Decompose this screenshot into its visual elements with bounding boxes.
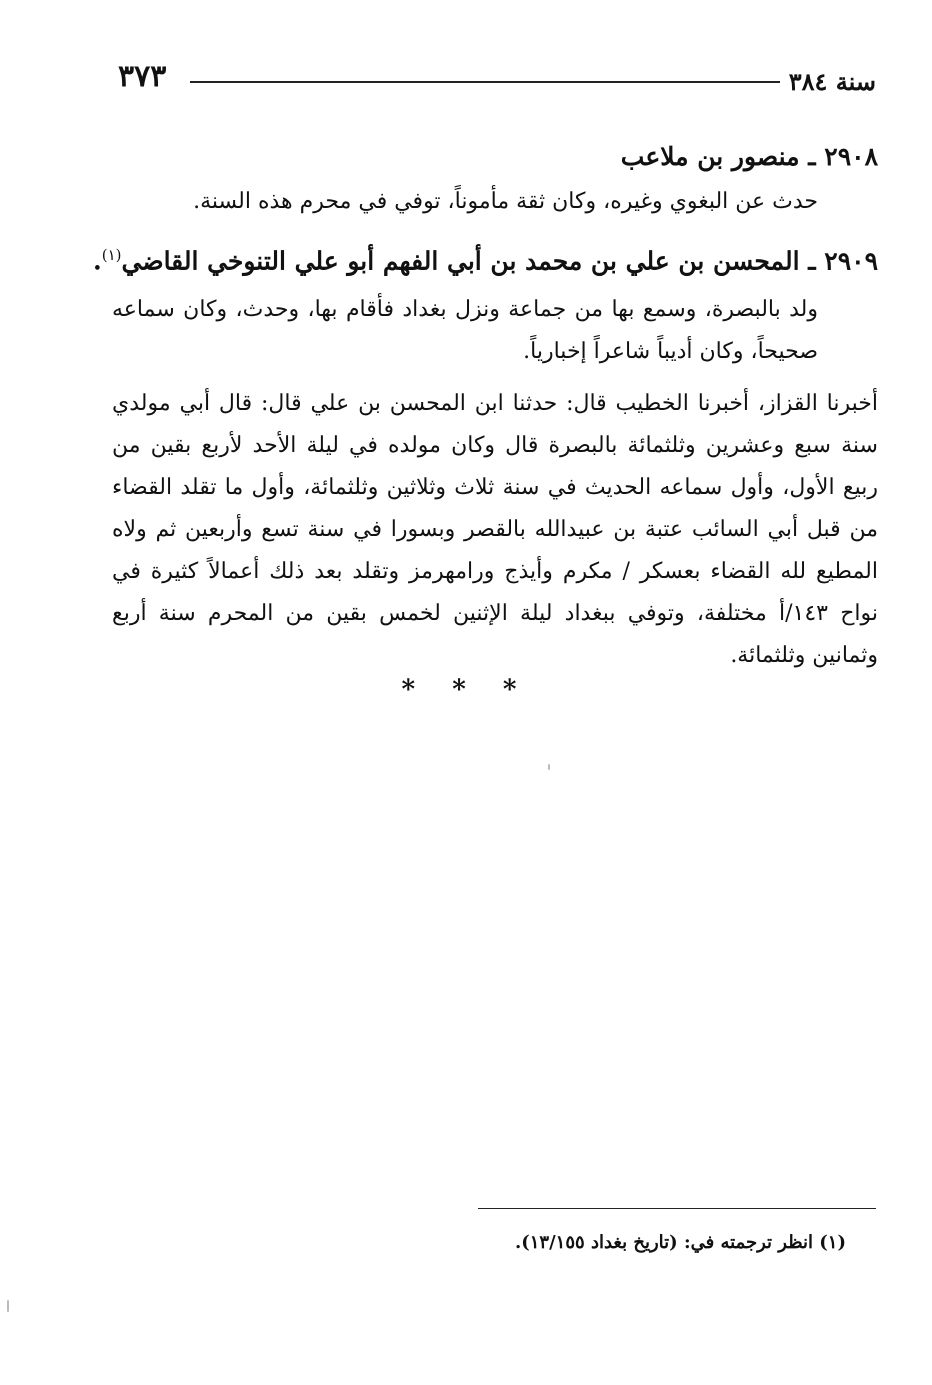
entry-text-2908: حدث عن البغوي وغيره، وكان ثقة مأموناً، توفي في محرم هذه السنة. <box>193 189 818 214</box>
entry-text-2909-birth: ولد بالبصرة، وسمع بها من جماعة ونزل بغداد فأقام بها، وحدث، وكان سماعه صحيحاً، وكان أديباً شاعراً إخبارياً. <box>112 297 818 365</box>
entry-title-2908: ٢٩٠٨ ـ منصور بن ملاعب <box>620 142 878 171</box>
entry-title-2909 <box>93 233 878 283</box>
running-header <box>118 60 876 100</box>
footnote-rule <box>478 1208 876 1209</box>
footnote-reference: (١) <box>101 246 122 264</box>
header-year-label: سنة ٣٨٤ <box>788 67 876 96</box>
main-text <box>93 135 878 687</box>
entry-title-2909-text: ٢٩٠٩ ـ المحسن بن علي بن محمد بن أبي الفهم أبو علي التنوخي القاضي <box>121 246 878 276</box>
header-rule <box>190 81 780 83</box>
entry-text-2909-narration: أخبرنا القزاز، أخبرنا الخطيب قال: حدثنا ابن المحسن بن علي قال: قال أبي مولدي سنة سبع وعشرين وثلثمائة بالبصرة قال وكان مولده في ليلة الأحد لأربع بقين من ربيع الأول، وأول سماعه الحديث في سنة ثلاث وثلاثين وثلثمائة، وأول ما تقلد القضاء من قبل أبي السائب عتبة بن عبيدالله بالقصر وبسورا في سنة تسع وأربعين ثم ولاه المطيع لله القضاء بعسكر / مكرم وأيذج ورامهرمز وتقلد بعد ذلك أعمالاً كثيرة في نواح ١٤٣/أ مختلفة، وتوفي ببغداد ليلة الإثنين لخمس بقين من المحرم سنة أربع وثمانين وثلثمائة. <box>112 391 878 669</box>
scan-speck <box>7 1300 9 1312</box>
entry-title-2909-suffix: . <box>93 246 102 276</box>
section-separator: * * * <box>401 675 531 705</box>
footnote: (١) انظر ترجمته في: (تاريخ بغداد ١٣/١٥٥). <box>514 1232 846 1253</box>
page-number: ٣٧٣ <box>118 59 167 94</box>
scan-speck <box>548 764 550 770</box>
